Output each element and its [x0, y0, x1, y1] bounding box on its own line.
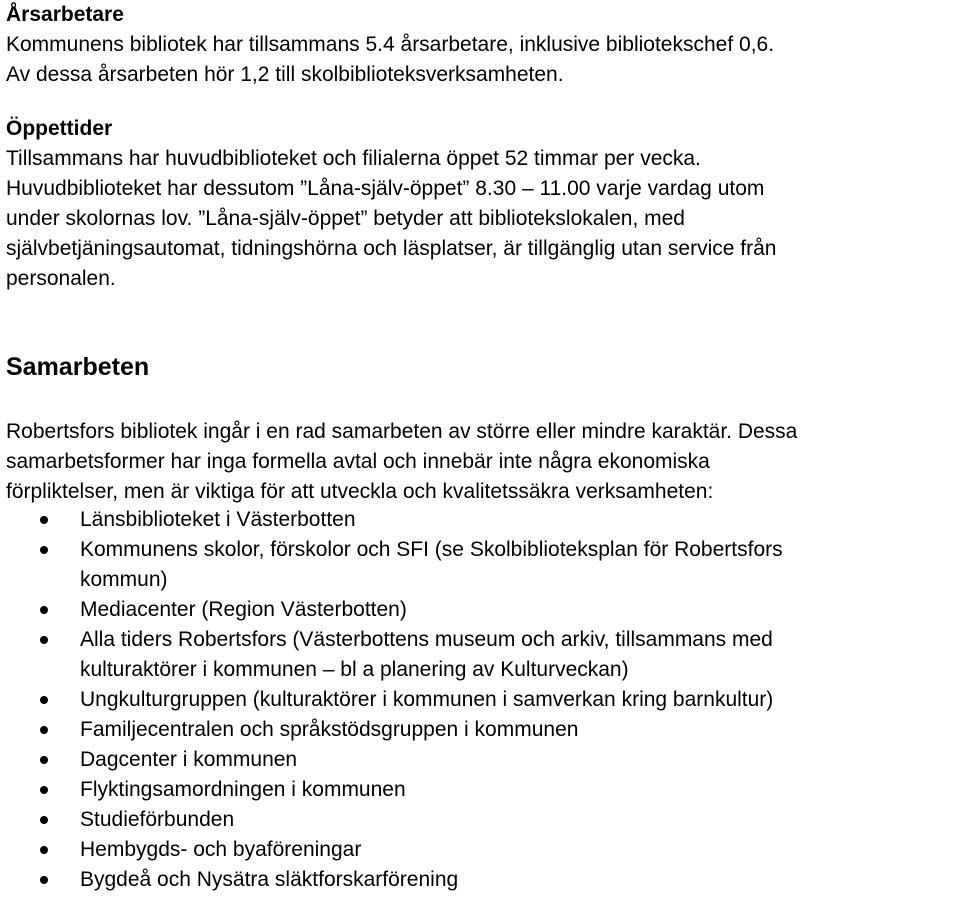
- list-item: [6, 535, 783, 595]
- bullet-icon: [40, 696, 48, 704]
- bullet-icon: [40, 516, 48, 524]
- paragraph-line: Kommunens bibliotek har tillsammans 5.4 årsarbetare, inklusive bibliotekschef 0,6.: [6, 33, 775, 56]
- list-item-line: Länsbiblioteket i Västerbotten: [80, 508, 356, 531]
- partner-list: [6, 505, 783, 895]
- bullet-icon: [40, 816, 48, 824]
- list-item: [6, 835, 783, 865]
- list-item-line: Familjecentralen och språkstödsgruppen i kommunen: [80, 718, 579, 741]
- paragraph-line: samarbetsformer har inga formella avtal och innebär inte några ekonomiska: [6, 450, 710, 473]
- list-item-text: [80, 505, 783, 535]
- paragraph-line: under skolornas lov. ”Låna-själv-öppet” betyder att bibliotekslokalen, med: [6, 207, 685, 230]
- paragraph-arsarbetare: [6, 30, 774, 90]
- list-item: [6, 775, 783, 805]
- list-item-line: kulturaktörer i kommunen – bl a planering av Kulturveckan): [80, 658, 629, 681]
- list-item: [6, 685, 783, 715]
- list-item-text: [80, 835, 783, 865]
- heading-arsarbetare: Årsarbetare: [6, 3, 124, 26]
- paragraph-line: Robertsfors bibliotek ingår i en rad samarbeten av större eller mindre karaktär. Dessa: [6, 420, 798, 443]
- bullet-icon: [40, 726, 48, 734]
- list-item: [6, 715, 783, 745]
- list-item-line: Ungkulturgruppen (kulturaktörer i kommunen i samverkan kring barnkultur): [80, 688, 774, 711]
- paragraph-oppettider: [6, 144, 776, 294]
- paragraph-line: personalen.: [6, 267, 116, 290]
- list-item-line: Studieförbunden: [80, 808, 235, 831]
- list-item: [6, 625, 783, 685]
- list-item: [6, 745, 783, 775]
- list-item-text: [80, 865, 783, 895]
- heading-samarbeten: Samarbeten: [6, 353, 150, 381]
- list-item-text: [80, 685, 783, 715]
- paragraph-line: Huvudbiblioteket har dessutom ”Låna-själv-öppet” 8.30 – 11.00 varje vardag utom: [6, 177, 765, 200]
- list-item-text: [80, 775, 783, 805]
- list-item: [6, 805, 783, 835]
- list-item-line: Bygdeå och Nysätra släktforskarförening: [80, 868, 459, 891]
- list-item-text: [80, 625, 783, 685]
- bullet-icon: [40, 846, 48, 854]
- list-item-text: [80, 745, 783, 775]
- bullet-icon: [40, 756, 48, 764]
- list-item-line: Hembygds- och byaföreningar: [80, 838, 362, 861]
- list-item-line: Dagcenter i kommunen: [80, 748, 298, 771]
- bullet-icon: [40, 546, 48, 554]
- list-item-line: Kommunens skolor, förskolor och SFI (se Skolbiblioteksplan för Robertsfors: [80, 538, 783, 561]
- list-item: [6, 505, 783, 535]
- paragraph-line: Av dessa årsarbeten hör 1,2 till skolbiblioteksverksamheten.: [6, 63, 564, 86]
- list-item-text: [80, 805, 783, 835]
- paragraph-line: förpliktelser, men är viktiga för att utveckla och kvalitetssäkra verksamheten:: [6, 480, 714, 503]
- list-item-line: Mediacenter (Region Västerbotten): [80, 598, 407, 621]
- paragraph-line: självbetjäningsautomat, tidningshörna och läsplatser, är tillgänglig utan service från: [6, 237, 777, 260]
- bullet-icon: [40, 606, 48, 614]
- bullet-icon: [40, 876, 48, 884]
- list-item-text: [80, 715, 783, 745]
- list-item-text: [80, 595, 783, 625]
- paragraph-line: Tillsammans har huvudbiblioteket och filialerna öppet 52 timmar per vecka.: [6, 147, 701, 170]
- paragraph-samarbeten: [6, 417, 797, 507]
- list-item-line: Flyktingsamordningen i kommunen: [80, 778, 406, 801]
- list-item-line: kommun): [80, 568, 168, 591]
- bullet-icon: [40, 636, 48, 644]
- list-item-text: [80, 535, 783, 595]
- list-item: [6, 595, 783, 625]
- list-item: [6, 865, 783, 895]
- list-item-line: Alla tiders Robertsfors (Västerbottens museum och arkiv, tillsammans med: [80, 628, 773, 651]
- bullet-icon: [40, 786, 48, 794]
- heading-oppettider: Öppettider: [6, 117, 113, 140]
